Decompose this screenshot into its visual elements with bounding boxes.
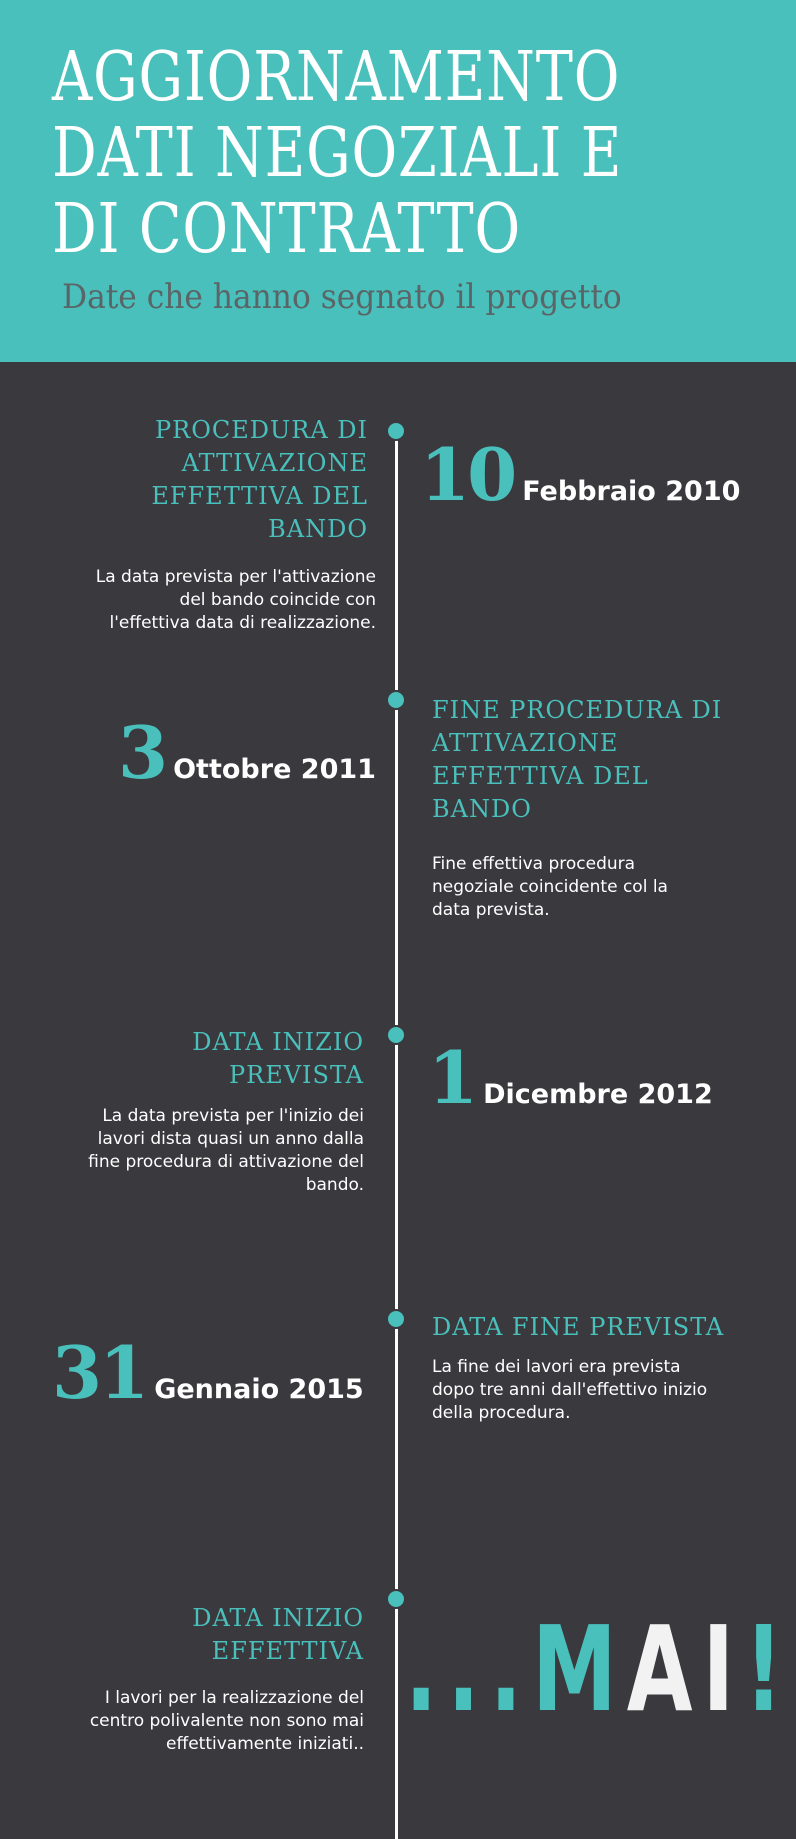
event-1-date <box>420 432 740 517</box>
event-2-title: FINE PROCEDURA DI ATTIVAZIONE EFFETTIVA DEL BANDO <box>432 696 723 823</box>
event-4-month: Gennaio 2015 <box>154 1374 364 1405</box>
timeline-dot-1 <box>386 421 406 441</box>
event-4-date <box>52 1330 364 1415</box>
header-banner <box>0 0 796 362</box>
mai-exclamation <box>405 1600 794 1738</box>
event-1-month: Febbraio 2010 <box>522 476 741 507</box>
page-title: AGGIORNAMENTO DATI NEGOZIALI E DI CONTRATTO <box>52 38 623 269</box>
event-1-day: 10 <box>420 432 515 517</box>
event-3-day: 1 <box>428 1035 476 1120</box>
event-1-text: La data prevista per l'attivazione del bando coincide con l'effettiva data di realizzazione. <box>95 567 376 633</box>
timeline-dot-4 <box>386 1309 406 1329</box>
mai-exclamation-mark: ! <box>744 1600 794 1738</box>
event-1-title: PROCEDURA DI ATTIVAZIONE EFFETTIVA DEL BANDO <box>151 416 368 543</box>
timeline-dot-3 <box>386 1025 406 1045</box>
event-3-text: La data prevista per l'inizio dei lavori dista quasi un anno dalla fine procedura di attivazione del bando. <box>88 1106 364 1195</box>
event-4-title: DATA FINE PREVISTA <box>432 1313 725 1341</box>
timeline-dot-5 <box>386 1589 406 1609</box>
page-subtitle: Date che hanno segnato il progetto <box>62 277 622 317</box>
event-3-date <box>428 1035 713 1120</box>
event-4-text: La fine dei lavori era prevista dopo tre anni dall'effettivo inizio della procedura. <box>432 1357 708 1423</box>
event-5-title: DATA INIZIO EFFETTIVA <box>192 1604 364 1665</box>
event-5-text: I lavori per la realizzazione del centro polivalente non sono mai effettivamente iniziati.. <box>89 1688 364 1754</box>
event-2-month: Ottobre 2011 <box>173 754 376 785</box>
event-2-text: Fine effettiva procedura negoziale coincidente col la data prevista. <box>432 854 668 920</box>
event-2-day: 3 <box>118 710 166 795</box>
event-4-day: 31 <box>52 1330 147 1415</box>
event-3-title: DATA INIZIO PREVISTA <box>192 1028 364 1089</box>
event-3-month: Dicembre 2012 <box>483 1079 713 1110</box>
timeline-line <box>395 432 398 1839</box>
timeline-dot-2 <box>386 690 406 710</box>
mai-dots: ... <box>405 1600 533 1738</box>
event-2-date <box>118 710 376 795</box>
mai-m: M <box>532 1600 627 1738</box>
mai-ai: AI <box>626 1600 745 1738</box>
